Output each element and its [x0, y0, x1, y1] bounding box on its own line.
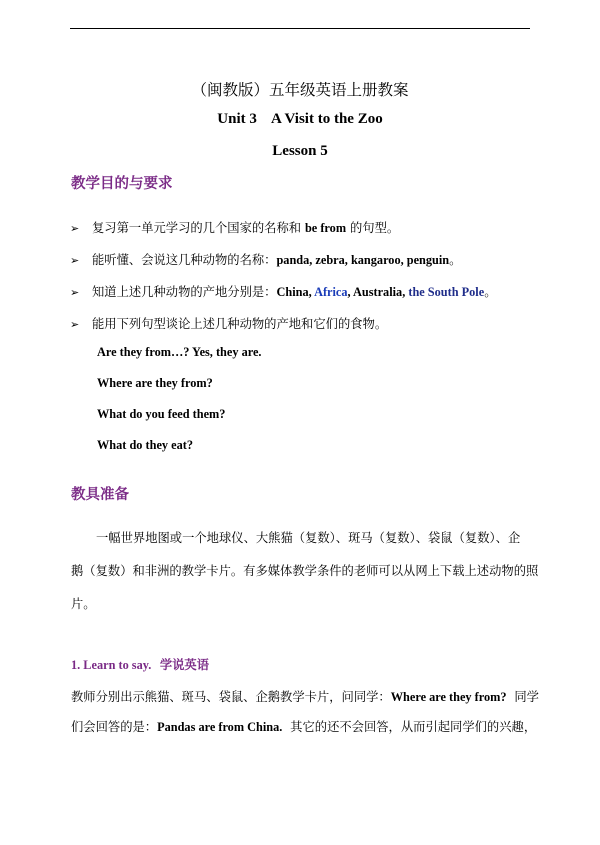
objectives-heading: 教学目的与要求: [71, 175, 173, 192]
materials-heading: 教具准备: [71, 486, 129, 503]
sentence-pattern-2: Where are they from?: [97, 376, 213, 390]
unit-title: Unit 3 A Visit to the Zoo: [217, 111, 383, 127]
materials-line-1: 一幅世界地图或一个地球仪、大熊猫（复数）、斑马（复数）、袋鼠（复数）、企: [96, 531, 521, 545]
objective-item-2: ➢ 能听懂、会说这几种动物的名称：panda, zebra, kangaroo, penguin。: [70, 253, 462, 267]
materials-line-3: 片。: [71, 597, 96, 611]
step1-line-1: 教师分别出示熊猫、斑马、袋鼠、企鹅教学卡片，问同学：Where are they from? 同学: [71, 690, 539, 704]
objective-item-3: ➢ 知道上述几种动物的产地分别是：China, Africa, Australia, the South Pole。: [70, 285, 497, 299]
header-rule: [70, 28, 530, 29]
objective-item-4: ➢ 能用下列句型谈论上述几种动物的产地和它们的食物。: [70, 317, 388, 331]
bullet-arrow-icon: ➢: [70, 254, 80, 267]
step1-heading: 1. Learn to say. 学说英语: [71, 657, 210, 672]
document-title: （闽教版）五年级英语上册教案: [191, 81, 409, 99]
materials-line-2: 鹅（复数）和非洲的教学卡片。有多媒体教学条件的老师可以从网上下载上述动物的照: [71, 564, 539, 578]
bullet-arrow-icon: ➢: [70, 318, 80, 331]
step1-line-2: 们会回答的是：Pandas are from China. 其它的还不会回答，从而引起同学们的兴趣，: [71, 720, 537, 734]
sentence-pattern-4: What do they eat?: [97, 438, 193, 452]
objective-item-1: ➢ 复习第一单元学习的几个国家的名称和 be from 的句型。: [70, 221, 400, 235]
lesson-title: Lesson 5: [272, 143, 328, 159]
bullet-arrow-icon: ➢: [70, 222, 80, 235]
bullet-arrow-icon: ➢: [70, 286, 80, 299]
sentence-pattern-3: What do you feed them?: [97, 407, 226, 421]
sentence-pattern-1: Are they from…? Yes, they are.: [97, 345, 262, 359]
